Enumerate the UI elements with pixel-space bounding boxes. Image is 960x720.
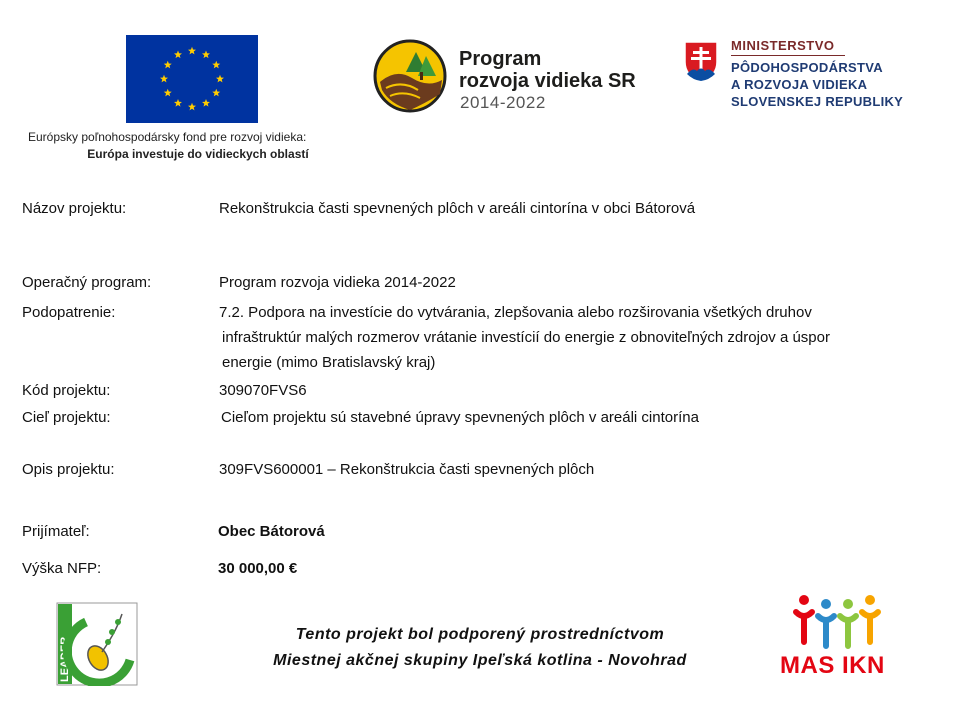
ministry-line-3: A ROZVOJA VIDIEKA [731, 77, 868, 92]
prv-title: Program [459, 48, 542, 70]
footer-support-line: Tento projekt bol podporený prostredníctvom [295, 626, 665, 643]
footer-mas-line: Miestnej akčnej skupiny Ipeľská kotlina - Novohrad [273, 652, 687, 669]
project-code-value: 309070FVS6 [219, 382, 307, 399]
project-description-value: 309FVS600001 – Rekonštrukcia časti spevnených plôch [219, 461, 595, 478]
project-code-label: Kód projektu: [22, 382, 111, 399]
eu-star-icon [216, 75, 224, 83]
submeasure-line-2: infraštruktúr malých rozmerov vrátanie investícií do energie z obnoviteľných zdrojov a úspor [222, 329, 830, 346]
eu-star-icon [202, 51, 210, 59]
eu-star-icon [202, 99, 210, 107]
leader-logo-icon [56, 602, 138, 686]
eu-slogan: Európa investuje do vidieckych oblastí [87, 147, 309, 161]
eu-star-icon [174, 99, 182, 107]
ministry-line-2: PÔDOHOSPODÁRSTVA [731, 60, 883, 75]
slovak-coat-of-arms-icon [683, 40, 719, 82]
eu-star-icon [160, 75, 168, 83]
recipient-value: Obec Bátorová [218, 523, 325, 540]
prv-years: 2014-2022 [460, 93, 546, 112]
prv-subtitle: rozvoja vidieka SR [459, 70, 636, 92]
ministry-line-4: SLOVENSKEJ REPUBLIKY [731, 94, 904, 109]
eu-star-icon [188, 47, 196, 55]
eu-star-icon [188, 103, 196, 111]
mas-ikn-logo-text: MAS IKN [780, 652, 885, 679]
project-goal-label: Cieľ projektu: [22, 409, 111, 426]
eu-star-icon [174, 51, 182, 59]
program-value: Program rozvoja vidieka 2014-2022 [219, 274, 456, 291]
eu-star-icon [164, 89, 172, 97]
eu-flag-logo [126, 35, 258, 123]
eu-star-icon [164, 61, 172, 69]
project-name-label: Názov projektu: [22, 200, 127, 217]
ministry-line-1: MINISTERSTVO [731, 38, 835, 53]
nfp-value: 30 000,00 € [218, 560, 298, 577]
eu-star-icon [212, 89, 220, 97]
submeasure-label: Podopatrenie: [22, 304, 116, 321]
program-label: Operačný program: [22, 274, 152, 291]
submeasure-line-1: 7.2. Podpora na investície do vytvárania, zlepšovania alebo rozširovania všetkých druhov [219, 304, 812, 321]
nfp-label: Výška NFP: [22, 560, 102, 577]
mas-people-icon [792, 592, 884, 652]
prv-emblem-icon [372, 38, 448, 114]
project-name-value: Rekonštrukcia časti spevnených plôch v areáli cintorína v obci Bátorová [219, 200, 696, 217]
eu-stars-icon [126, 35, 258, 123]
recipient-label: Prijímateľ: [22, 523, 90, 540]
leader-text: LEADER [59, 636, 71, 682]
eu-caption: Európsky poľnohospodársky fond pre rozvoj vidieka: [28, 130, 307, 144]
project-goal-value: Cieľom projektu sú stavebné úpravy spevnených plôch v areáli cintorína [221, 409, 699, 426]
eu-star-icon [212, 61, 220, 69]
ministry-divider [731, 55, 845, 56]
submeasure-line-3: energie (mimo Bratislavský kraj) [222, 354, 436, 371]
project-description-label: Opis projektu: [22, 461, 115, 478]
